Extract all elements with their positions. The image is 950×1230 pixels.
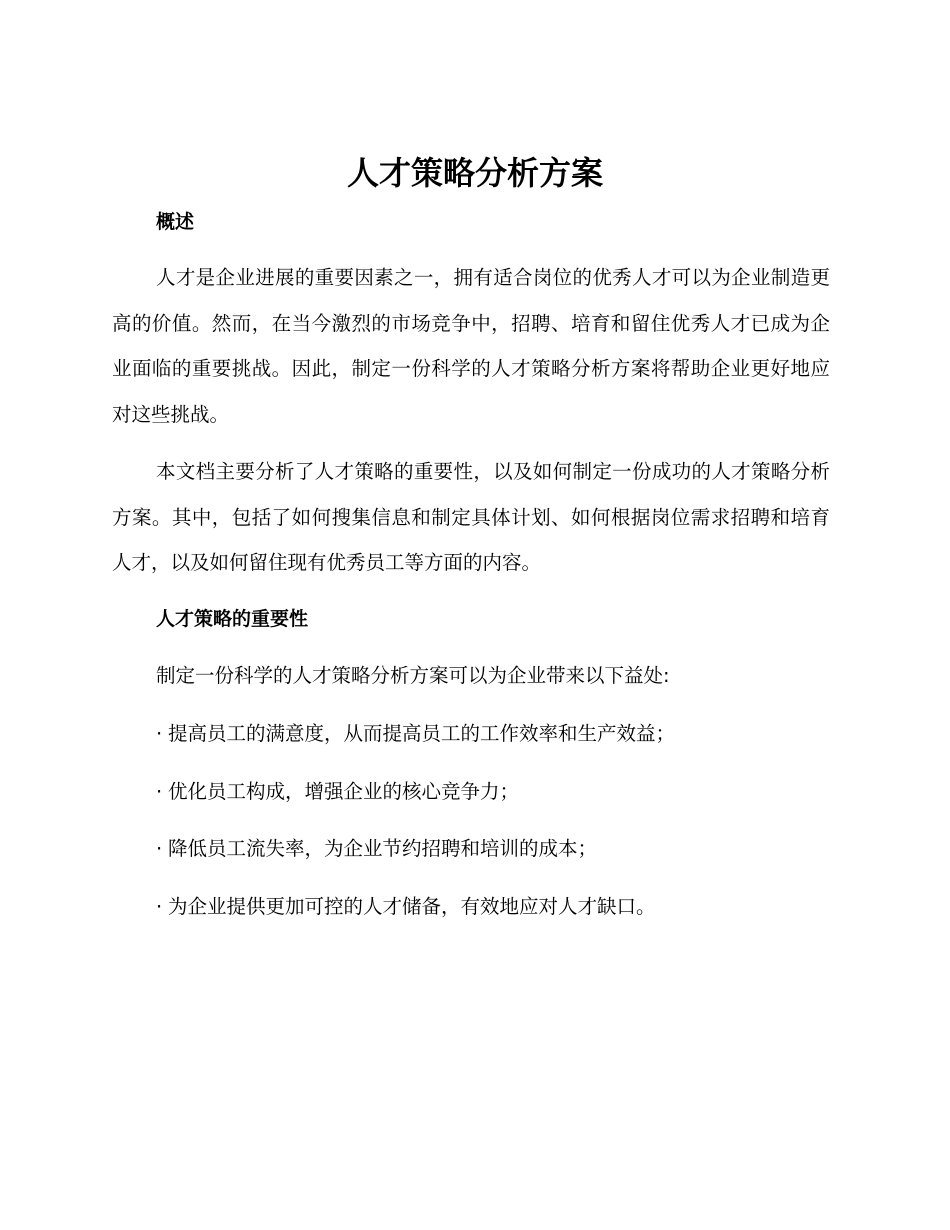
section-heading-importance: 人才策略的重要性 <box>156 608 309 630</box>
overview-paragraph-2: 本文档主要分析了人才策略的重要性，以及如何制定一份成功的人才策略分析方案。其中，包括了如何搜集信息和制定具体计划、如何根据岗位需求招聘和培育人才，以及如何留住现有优秀员工等方面的内容。 <box>112 460 830 574</box>
list-item-text: 为企业提供更加可控的人才储备，有效地应对人才缺口。 <box>168 894 656 918</box>
bullet-icon: · <box>156 837 163 860</box>
section-heading-overview: 概述 <box>156 211 195 233</box>
list-item <box>156 884 675 942</box>
overview-paragraph-1: 人才是企业进展的重要因素之一，拥有适合岗位的优秀人才可以为企业制造更高的价值。然而，在当今激烈的市场竞争中，招聘、培育和留住优秀人才已成为企业面临的重要挑战。因此，制定一份科学的人才策略分析方案将帮助企业更好地应对这些挑战。 <box>112 266 830 426</box>
list-item <box>156 769 675 827</box>
list-item <box>156 711 675 769</box>
bullet-icon: · <box>156 894 163 918</box>
list-item-text: 优化员工构成，增强企业的核心竞争力； <box>168 779 520 803</box>
list-item <box>156 826 675 884</box>
document-title: 人才策略分析方案 <box>346 154 603 192</box>
list-item-text: 提高员工的满意度，从而提高员工的工作效率和生产效益； <box>168 722 676 745</box>
list-item-text: 降低员工流失率，为企业节约招聘和培训的成本； <box>168 837 598 860</box>
bullet-icon: · <box>156 779 163 803</box>
importance-intro: 制定一份科学的人才策略分析方案可以为企业带来以下益处: <box>156 664 670 687</box>
benefits-list <box>156 711 675 941</box>
bullet-icon: · <box>156 722 163 745</box>
